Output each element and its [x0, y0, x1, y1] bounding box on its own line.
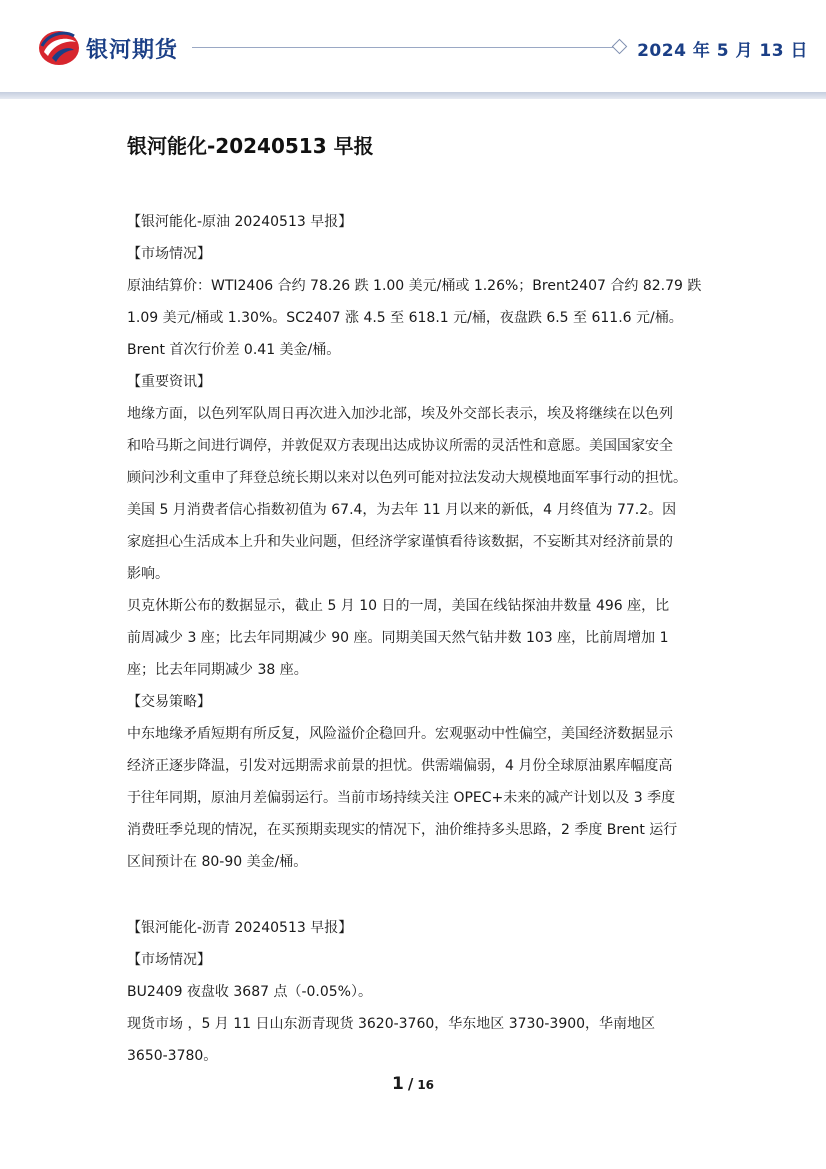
text-line: 前周减少 3 座；比去年同期减少 90 座。同期美国天然气钻井数 103 座，比前周增加 1 [127, 630, 669, 646]
report-body [127, 130, 737, 1072]
page-number [0, 1074, 826, 1094]
text-line: 家庭担心生活成本上升和失业问题，但经济学家谨慎看待该数据，不妄断其对经济前景的 [127, 534, 673, 550]
subheading-strategy: 【交易策略】 [127, 694, 211, 710]
text-line: Brent 首次行价差 0.41 美金/桶。 [127, 342, 341, 358]
page-header [0, 0, 826, 100]
galaxy-futures-logo-icon [38, 28, 80, 68]
text-line: BU2409 夜盘收 3687 点（-0.05%）。 [127, 984, 372, 1000]
text-line: 经济正逐步降温，引发对远期需求前景的担忧。供需端偏弱，4 月份全球原油累库幅度高 [127, 758, 673, 774]
text-line: 1.09 美元/桶或 1.30%。SC2407 涨 4.5 至 618.1 元/桶，夜盘跌 6.5 至 611.6 元/桶。 [127, 310, 683, 326]
page-title: 银河能化-20240513 早报 [127, 134, 374, 158]
company-logo [38, 28, 178, 68]
text-line: 顾问沙利文重申了拜登总统长期以来对以色列可能对拉法发动大规模地面军事行动的担忧。 [127, 470, 687, 486]
report-date: 2024 年 5 月 13 日 [637, 41, 808, 61]
paragraph-strategy [127, 718, 737, 878]
section-heading: 【银河能化-原油 20240513 早报】 [127, 214, 353, 230]
paragraph-settlement [127, 270, 737, 366]
company-name: 银河期货 [86, 37, 179, 63]
subheading-news: 【重要资讯】 [127, 374, 211, 390]
text-line: 现货市场 ，5 月 11 日山东沥青现货 3620-3760，华东地区 3730-3900，华南地区 [127, 1016, 656, 1032]
paragraph-rig-count [127, 590, 737, 686]
text-line: 区间预计在 80-90 美金/桶。 [127, 854, 308, 870]
text-line: 美国 5 月消费者信心指数初值为 67.4，为去年 11 月以来的新低，4 月终值为 77.2。因 [127, 502, 677, 518]
text-line: 影响。 [127, 566, 169, 582]
text-line: 原油结算价：WTI2406 合约 78.26 跌 1.00 美元/桶或 1.26%；Brent2407 合约 82.79 跌 [127, 278, 702, 294]
text-line: 地缘方面，以色列军队周日再次进入加沙北部，埃及外交部长表示，埃及将继续在以色列 [127, 406, 673, 422]
paragraph-spot-market [127, 1008, 737, 1072]
section-asphalt [127, 912, 737, 1072]
header-divider [192, 47, 616, 48]
paragraph-night-session [127, 976, 737, 1008]
diamond-icon [612, 39, 628, 55]
text-line: 于往年同期，原油月差偏弱运行。当前市场持续关注 OPEC+未来的减产计划以及 3 季度 [127, 790, 676, 806]
text-line: 消费旺季兑现的情况，在买预期卖现实的情况下，油价维持多头思路，2 季度 Brent 运行 [127, 822, 678, 838]
subheading-market: 【市场情况】 [127, 246, 211, 262]
paragraph-geopolitics [127, 398, 737, 494]
text-line: 贝克休斯公布的数据显示，截止 5 月 10 日的一周，美国在线钻探油井数量 496 座，比 [127, 598, 670, 614]
text-line: 和哈马斯之间进行调停，并敦促双方表现出达成协议所需的灵活性和意愿。美国国家安全 [127, 438, 673, 454]
text-line: 中东地缘矛盾短期有所反复，风险溢价企稳回升。宏观驱动中性偏空，美国经济数据显示 [127, 726, 673, 742]
paragraph-consumer-confidence [127, 494, 737, 590]
page-total: 16 [417, 1078, 435, 1092]
section-heading: 【银河能化-沥青 20240513 早报】 [127, 920, 353, 936]
header-band [0, 92, 826, 99]
text-line: 3650-3780。 [127, 1048, 218, 1064]
page-separator: / [407, 1075, 414, 1093]
text-line: 座；比去年同期减少 38 座。 [127, 662, 308, 678]
subheading-market: 【市场情况】 [127, 952, 211, 968]
section-crude-oil [127, 206, 737, 878]
page-current: 1 [391, 1074, 404, 1094]
